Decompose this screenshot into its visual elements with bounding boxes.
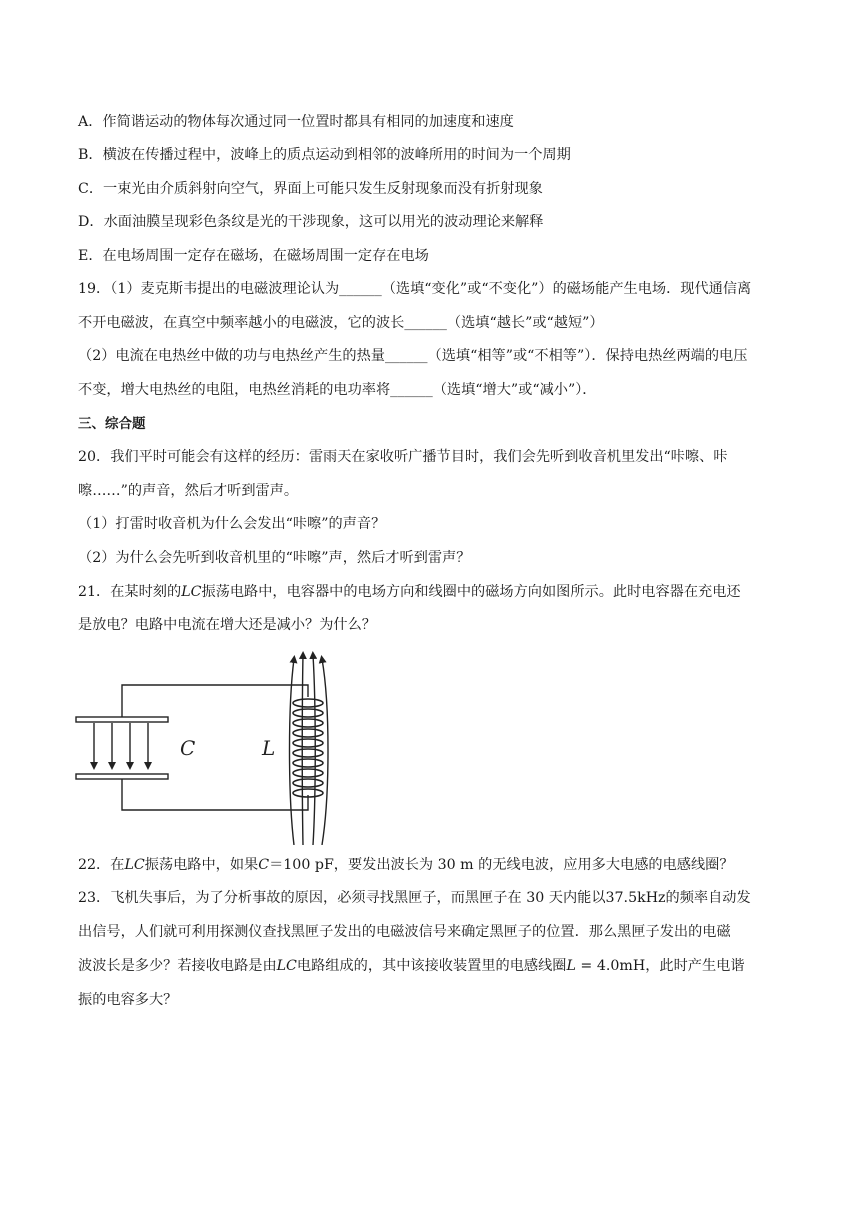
q19-line4: 不变，增大电热丝的电阻，电热丝消耗的电功率将______（选填“增大”或“减小”）．: [78, 382, 597, 398]
section-title: 三、综合题: [78, 416, 146, 432]
option-b: B．横波在传播过程中，波峰上的质点运动到相邻的波峰所用的时间为一个周期: [78, 147, 571, 163]
q21-line1: 21．在某时刻的LC振荡电路中，电容器中的电场方向和线圈中的磁场方向如图所示。此时电容器在充电还: [78, 584, 741, 600]
q20-line1: 20．我们平时可能会有这样的经历：雷雨天在家收听广播节目时，我们会先听到收音机里发出“咔嚓、咔: [78, 449, 728, 465]
inductor-label: L: [262, 736, 276, 760]
q22-line: 22．在LC振荡电路中，如果C＝100 pF，要发出波长为 30 m 的无线电波，应用多大电感的电感线圈？: [78, 857, 734, 873]
q23-line4: 振的电容多大？: [78, 992, 178, 1008]
option-d: D．水面油膜呈现彩色条纹是光的干涉现象，这可以用光的波动理论来解释: [78, 214, 544, 230]
q20-sub1: （1）打雷时收音机为什么会发出“咔嚓”的声音？: [78, 516, 386, 532]
q23-line1: 23．飞机失事后，为了分析事故的原因，必须寻找黑匣子，而黑匣子在 30 天内能以37.5kHz的频率自动发: [78, 890, 751, 906]
q21-line2: 是放电？电路中电流在增大还是减小？为什么？: [78, 617, 376, 633]
capacitor-label: C: [180, 736, 196, 760]
option-a: A．作简谐运动的物体每次通过同一位置时都具有相同的加速度和速度: [78, 114, 514, 130]
q19-line3: （2）电流在电热丝中做的功与电热丝产生的热量______（选填“相等”或“不相等”）．保持电热丝两端的电压: [78, 348, 748, 364]
q23-line2: 出信号，人们就可利用探测仪查找黑匣子发出的电磁波信号来确定黑匣子的位置．那么黑匣子发出的电磁: [78, 924, 731, 940]
lc-circuit-figure: [72, 645, 362, 845]
q23-line3: 波波长是多少？若接收电路是由LC电路组成的，其中该接收装置里的电感线圈L = 4.0mH，此时产生电谐: [78, 958, 745, 974]
q19-line2: 不开电磁波，在真空中频率越小的电磁波，它的波长______（选填“越长”或“越短”）: [78, 315, 604, 331]
q20-line2: 嚓……”的声音，然后才听到雷声。: [78, 483, 299, 499]
q19-line1: 19．（1）麦克斯韦提出的电磁波理论认为______（选填“变化”或“不变化”）的磁场能产生电场．现代通信离: [78, 281, 752, 297]
option-c: C．一束光由介质斜射向空气，界面上可能只发生反射现象而没有折射现象: [78, 181, 543, 197]
option-e: E．在电场周围一定存在磁场，在磁场周围一定存在电场: [78, 248, 429, 264]
q20-sub2: （2）为什么会先听到收音机里的“咔嚓”声，然后才听到雷声？: [78, 550, 471, 566]
